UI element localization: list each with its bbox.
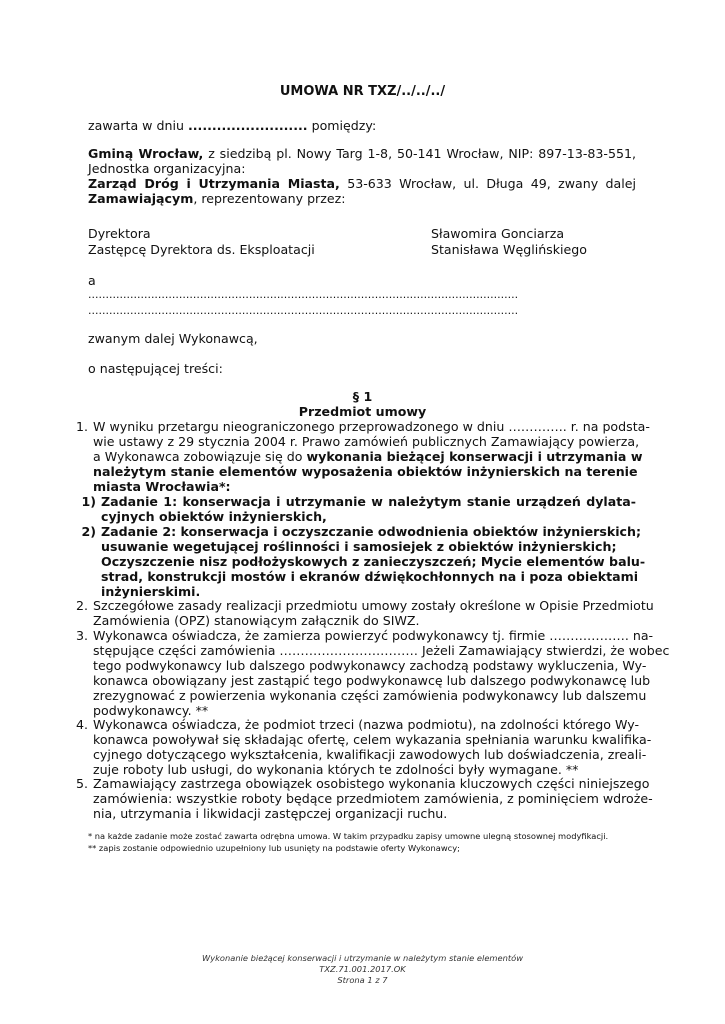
sub2-line1: Zadanie 2: konserwacja i oczyszczanie odwodnienia obiektów inżynierskich; (101, 524, 641, 539)
item2-number: 2. (75, 598, 88, 613)
item3-line3: tego podwykonawcy lub dalszego podwykonawcy zachodzą podstawy wykluczenia, Wy- (93, 658, 647, 673)
party1-alias: Zamawiającym (88, 191, 194, 206)
rep-role-1: Dyrektora (88, 226, 151, 241)
item5-number: 5. (75, 776, 88, 791)
party1-unit-address: 53-633 Wrocław, ul. Długa 49, zwany dalej (347, 176, 636, 191)
party1-unit: Zarząd Dróg i Utrzymania Miasta, (88, 176, 340, 191)
footer-page-number: Strona 1 z 7 (337, 975, 388, 985)
sub2-line5: inżynierskimi. (101, 584, 201, 599)
party1-represented: , reprezentowany przez: (193, 191, 346, 206)
sub1-line1: Zadanie 1: konserwacja i utrzymanie w należytym stanie urządzeń dylata- (101, 494, 636, 509)
item4-line1: Wykonawca oświadcza, że podmiot trzeci (nazwa podmiotu), na zdolności którego Wy- (93, 717, 640, 732)
sub2-line2: usuwanie wegetującej roślinności i samosiejek z obiektów inżynierskich; (101, 539, 617, 554)
rep-name-2: Stanisława Węglińskiego (431, 242, 587, 257)
date-dots: ......................... (187, 118, 308, 133)
sub1-text (101, 494, 636, 524)
sub2-number: 2) (81, 524, 96, 539)
item1-line3 (93, 449, 643, 464)
item5-line1: Zamawiający zastrzega obowiązek osobistego wykonania kluczowych części niniejszego (93, 776, 650, 791)
party1-line2: Jednostka organizacyjna: (88, 161, 246, 176)
item3-line2: stępujące części zamówienia …………………………… Jeżeli Zamawiający stwierdzi, że wobec (93, 643, 670, 658)
section-title: Przedmiot umowy (298, 404, 427, 419)
footer-reference: TXZ.71.001.2017.OK (319, 964, 406, 974)
contractor-dotline-2: ........................................................................................................................... (88, 304, 519, 317)
footnote-2: ** zapis zostanie odpowiednio uzupełniony lub usunięty na podstawie oferty Wykonawcy; (88, 843, 460, 853)
date-suffix: pomiędzy: (311, 118, 377, 133)
party1-line1 (88, 146, 636, 161)
sub2-text (101, 524, 646, 599)
rep-name-1: Sławomira Gonciarza (431, 226, 565, 241)
item4-text (93, 717, 652, 777)
item3-line4: konawca obowiązany jest zastąpić tego podwykonawcę lub dalszego podwykonawcę lub (93, 673, 651, 688)
following-content: o następującej treści: (88, 361, 223, 376)
party1-name: Gminą Wrocław, (88, 146, 204, 161)
item1-text (93, 419, 650, 494)
section-number: § 1 (352, 389, 373, 404)
party1-line3 (88, 176, 636, 191)
sub2-line4: strad, konstrukcji mostów i ekranów dźwiękochłonnych na i poza obiektami (101, 569, 639, 584)
footer-title: Wykonanie bieżącej konserwacji i utrzymanie w należytym stanie elementów (202, 953, 523, 963)
sub1-number: 1) (81, 494, 96, 509)
contractor-alias: zwanym dalej Wykonawcą, (88, 331, 258, 346)
item1-number: 1. (75, 419, 88, 434)
and-label: a (88, 273, 96, 288)
party-ordering (88, 146, 636, 206)
item4-line2: konawca powoływał się składając ofertę, celem wykazania spełniania warunku kwalifika- (93, 732, 652, 747)
item3-line5: zrezygnować z powierzenia wykonania części zamówienia podwykonawcy lub dalszemu (93, 688, 647, 703)
item1-line5: miasta Wrocławia*: (93, 479, 231, 494)
item3-line6: podwykonawcy. ** (93, 703, 209, 718)
item3-text (93, 628, 670, 718)
item1-line1: W wyniku przetargu nieograniczonego przeprowadzonego w dniu ………….. r. na podsta- (93, 419, 650, 434)
item4-number: 4. (75, 717, 88, 732)
item1-line2: wie ustawy z 29 stycznia 2004 r. Prawo zamówień publicznych Zamawiający powierza, (93, 434, 640, 449)
item5-line2: zamówienia: wszystkie roboty będące przedmiotem zamówienia, z pominięciem wdroże- (93, 791, 653, 806)
contract-date-line (88, 118, 376, 133)
item5-line3: nia, utrzymania i likwidacji zastępczej organizacji ruchu. (93, 806, 448, 821)
item1-line3-pre: a Wykonawca zobowiązuje się do (93, 449, 307, 464)
contractor-dotline-1: ........................................................................................................................... (88, 288, 519, 301)
item4-line4: zuje roboty lub usługi, do wykonania których te zdolności były wymagane. ** (93, 762, 579, 777)
sub1-line2: cyjnych obiektów inżynierskich, (101, 509, 327, 524)
date-prefix: zawarta w dniu (88, 118, 184, 133)
party1-line4 (88, 191, 636, 206)
contract-title: UMOWA NR TXZ/../../../ (279, 84, 446, 99)
footnote-1: * na każde zadanie może zostać zawarta odrębna umowa. W takim przypadku zapisy umowne ulegną stosownej modyfikacji. (88, 831, 609, 841)
item2-text (93, 598, 654, 628)
item2-line1: Szczegółowe zasady realizacji przedmiotu umowy zostały określone w Opisie Przedmiotu (93, 598, 654, 613)
party1-address: z siedzibą pl. Nowy Targ 1-8, 50-141 Wrocław, NIP: 897-13-83-551, (208, 146, 636, 161)
item2-line2: Zamówienia (OPZ) stanowiącym załącznik do SIWZ. (93, 613, 420, 628)
item3-line1: Wykonawca oświadcza, że zamierza powierzyć podwykonawcy tj. firmie ………………. na- (93, 628, 654, 643)
item4-line3: cyjnego dotyczącego wykształcenia, kwalifikacji zawodowych lub doświadczenia, zreali- (93, 747, 647, 762)
item1-line4: należytym stanie elementów wyposażenia obiektów inżynierskich na terenie (93, 464, 638, 479)
item3-number: 3. (75, 628, 88, 643)
item1-line3-bold: wykonania bieżącej konserwacji i utrzymania w (306, 449, 643, 464)
item5-text (93, 776, 653, 821)
sub2-line3: Oczyszczenie nisz podłożyskowych z zanieczyszczeń; Mycie elementów balu- (101, 554, 646, 569)
rep-role-2: Zastępcę Dyrektora ds. Eksploatacji (88, 242, 315, 257)
